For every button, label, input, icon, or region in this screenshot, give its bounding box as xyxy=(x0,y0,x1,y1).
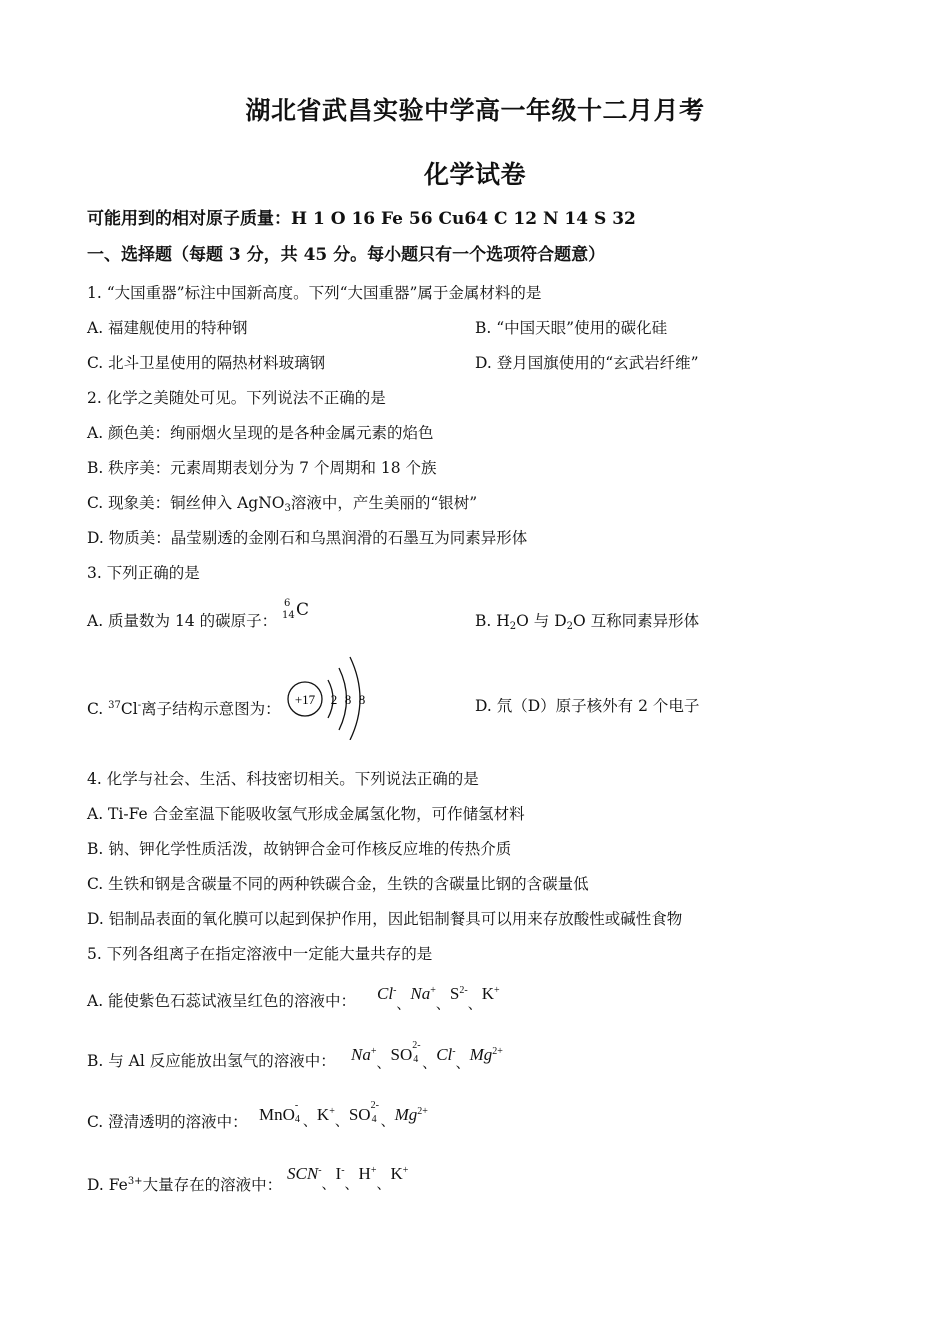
q2-option-c: C. 现象美：铜丝伸入 AgNO$_3$溶液中，产生美丽的“银树” xyxy=(87,494,478,514)
question-5-stem: 5. 下列各组离子在指定溶液中一定能大量共存的是 xyxy=(87,945,433,963)
shell-2-electrons: 8 xyxy=(344,692,352,707)
question-4-stem: 4. 化学与社会、生活、科技密切相关。下列说法正确的是 xyxy=(87,770,479,788)
q5-option-b: B. 与 Al 反应能放出氢气的溶液中： xyxy=(87,1052,336,1070)
question-1-stem: 1. “大国重器”标注中国新高度。下列“大国重器”属于金属材料的是 xyxy=(87,284,542,302)
q5-option-c: C. 澄清透明的溶液中： xyxy=(87,1113,248,1131)
exam-title: 湖北省武昌实验中学高一年级十二月月考 xyxy=(245,96,705,125)
q4-option-d: D. 铝制品表面的氧化膜可以起到保护作用，因此铝制餐具可以用来存放酸性或碱性食物 xyxy=(87,910,683,928)
exam-subject: 化学试卷 xyxy=(423,160,526,189)
q1-option-a: A. 福建舰使用的特种钢 xyxy=(87,319,248,337)
q5-a-ions: $Cl^-_、Na^+_、S^{2-}_、K^+$ xyxy=(377,984,500,1013)
q4-option-a: A. Ti-Fe 合金室温下能吸收氢气形成金属氢化物，可作储氢材料 xyxy=(87,805,525,823)
q3-option-b: B. $H_2O$ 与 $D_2O$ 互称同素异形体 xyxy=(475,612,700,632)
chloride-ion-structure-diagram xyxy=(284,654,374,740)
question-2-stem: 2. 化学之美随处可见。下列说法不正确的是 xyxy=(87,389,386,407)
q3-option-c: C. $^{37}$Cl-离子结构示意图为： xyxy=(87,700,281,718)
q1-option-c: C. 北斗卫星使用的隔热材料玻璃钢 xyxy=(87,354,326,372)
q2-option-b: B. 秩序美：元素周期表划分为 7 个周期和 18 个族 xyxy=(87,459,437,477)
shell-3-electrons: 8 xyxy=(358,692,366,707)
q3-option-d: D. 氘（D）原子核外有 2 个电子 xyxy=(475,697,700,715)
question-3-stem: 3. 下列正确的是 xyxy=(87,564,200,582)
carbon-isotope-notation: 6 14 C xyxy=(282,598,310,621)
q4-option-c: C. 生铁和钢是含碳量不同的两种铁碳合金，生铁的含碳量比钢的含碳量低 xyxy=(87,875,589,893)
shell-1-electrons: 2 xyxy=(330,692,338,707)
nucleus-charge: +17 xyxy=(294,692,316,707)
q5-option-d: D. $Fe^{3+}$大量存在的溶液中： xyxy=(87,1176,283,1194)
q2-option-a: A. 颜色美：绚丽烟火呈现的是各种金属元素的焰色 xyxy=(87,424,434,442)
q5-option-a: A. 能使紫色石蕊试液呈红色的溶液中： xyxy=(87,992,357,1010)
q2-option-d: D. 物质美：晶莹剔透的金刚石和乌黑润滑的石墨互为同素异形体 xyxy=(87,529,528,547)
q5-c-ions: MnO - 4 $_、K^+_、SO$ 2- 4 $_、Mg^{2+}$ xyxy=(259,1100,428,1130)
q5-d-ions: $SCN^-_、I^-_、H^+_、K^+$ xyxy=(287,1164,409,1193)
q4-option-b: B. 钠、钾化学性质活泼，故钠钾合金可作核反应堆的传热介质 xyxy=(87,840,512,858)
q5-b-ions: $Na^+_、SO$ 2- 4 $_、Cl^-_、Mg^{2+}$ xyxy=(351,1040,503,1072)
q1-option-b: B. “中国天眼”使用的碳化硅 xyxy=(475,319,668,337)
atomic-masses: 可能用到的相对原子质量：H 1 O 16 Fe 56 Cu64 C 12 N 14 S 32 xyxy=(87,209,636,229)
q1-option-d: D. 登月国旗使用的“玄武岩纤维” xyxy=(475,354,699,372)
section-heading: 一、选择题（每题 3 分，共 45 分。每小题只有一个选项符合题意） xyxy=(87,245,606,265)
q3-option-a: A. 质量数为 14 的碳原子： xyxy=(87,612,278,630)
